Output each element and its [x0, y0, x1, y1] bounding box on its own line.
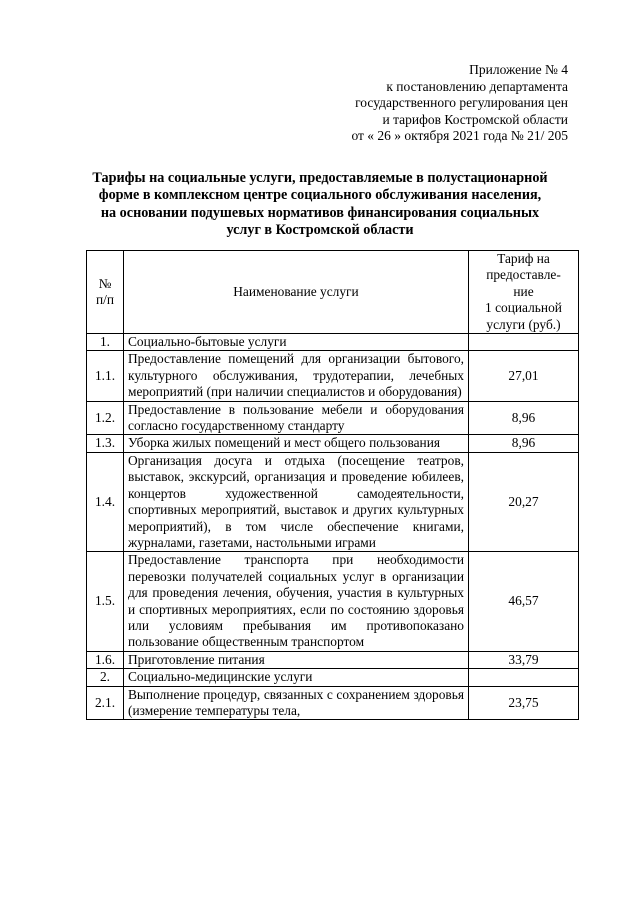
- row-number: 1.3.: [87, 435, 124, 452]
- table-header-row: [87, 251, 579, 334]
- row-number: 1.5.: [87, 552, 124, 651]
- row-number: 1.2.: [87, 401, 124, 435]
- appendix-header: [351, 62, 568, 145]
- header-tariff-line: ние: [513, 283, 534, 299]
- service-name: Выполнение процедур, связанных с сохранением здоровья (измерение температуры тела,: [124, 686, 469, 720]
- service-name: Предоставление транспорта при необходимости перевозки получателей социальных услуг в организации для проведения лечения, обучения, участия в культурных и спортивных мероприятиях, если по состоянию здоровья или условиям пребывания им противопоказано пользование общественным транспортом: [124, 552, 469, 651]
- header-tariff-line: 1 социальной: [485, 300, 562, 316]
- service-name: Социально-медицинские услуги: [124, 669, 469, 686]
- header-tariff-line: предоставле-: [486, 267, 561, 283]
- header-number-line: п/п: [95, 292, 115, 308]
- header-service-name: Наименование услуги: [124, 251, 469, 334]
- header-number-line: №: [98, 275, 112, 291]
- table-row: [87, 401, 579, 435]
- row-number: 1.4.: [87, 452, 124, 551]
- appendix-line: государственного регулирования цен: [355, 95, 568, 110]
- tariff-value: 23,75: [469, 686, 579, 720]
- title-line: Тарифы на социальные услуги, предоставляемые в полустационарной: [92, 170, 548, 186]
- title-line: форме в комплексном центре социального обслуживания населения,: [98, 187, 542, 204]
- document-title: [70, 170, 570, 240]
- service-name: Уборка жилых помещений и мест общего пользования: [124, 435, 469, 452]
- appendix-line: и тарифов Костромской области: [382, 111, 568, 127]
- tariff-value: 8,96: [469, 435, 579, 452]
- table-row: [87, 651, 579, 668]
- service-name: Предоставление помещений для организации бытового, культурного обслуживания, трудотерапии, лечебных мероприятий (при наличии специалистов и оборудования): [124, 351, 469, 401]
- section-row: [87, 334, 579, 351]
- table-row: [87, 351, 579, 401]
- table-row: [87, 686, 579, 720]
- header-tariff-line: Тариф на: [497, 251, 550, 266]
- table-row: [87, 452, 579, 551]
- header-tariff-line: услуги (руб.): [486, 316, 561, 332]
- header-number: [87, 251, 124, 334]
- section-row: [87, 669, 579, 686]
- appendix-line: Приложение № 4: [469, 62, 568, 77]
- row-number: 1.6.: [87, 651, 124, 668]
- row-number: 1.1.: [87, 351, 124, 401]
- table-row: [87, 435, 579, 452]
- table-body: [87, 334, 579, 720]
- tariff-value: 20,27: [469, 452, 579, 551]
- tariff-value: 33,79: [469, 651, 579, 668]
- service-name: Организация досуга и отдыха (посещение театров, выставок, экскурсий, организация и проведение юбилеев, концертов художественной самодеятельности, спортивных мероприятий, выставок и других культурных мероприятий), в том числе обеспечение книгами, журналами, газетами, настольными играми: [124, 452, 469, 551]
- title-line: услуг в Костромской области: [226, 222, 414, 239]
- service-name: Приготовление питания: [124, 651, 469, 668]
- appendix-line: от « 26 » октября 2021 года № 21/ 205: [351, 128, 568, 143]
- row-number: 2.: [87, 669, 124, 686]
- title-line: на основании подушевых нормативов финансирования социальных: [100, 204, 540, 221]
- service-name: Предоставление в пользование мебели и оборудования согласно государственному стандарту: [124, 401, 469, 435]
- tariff-value: 46,57: [469, 552, 579, 651]
- tariff-value: [469, 334, 579, 351]
- table-row: [87, 552, 579, 651]
- row-number: 1.: [87, 334, 124, 351]
- tariff-value: 8,96: [469, 401, 579, 435]
- appendix-line: к постановлению департамента: [386, 78, 568, 94]
- tariff-value: 27,01: [469, 351, 579, 401]
- row-number: 2.1.: [87, 686, 124, 720]
- service-name: Социально-бытовые услуги: [124, 334, 469, 351]
- tariffs-table: [86, 250, 579, 720]
- header-tariff: [469, 251, 579, 334]
- tariff-value: [469, 669, 579, 686]
